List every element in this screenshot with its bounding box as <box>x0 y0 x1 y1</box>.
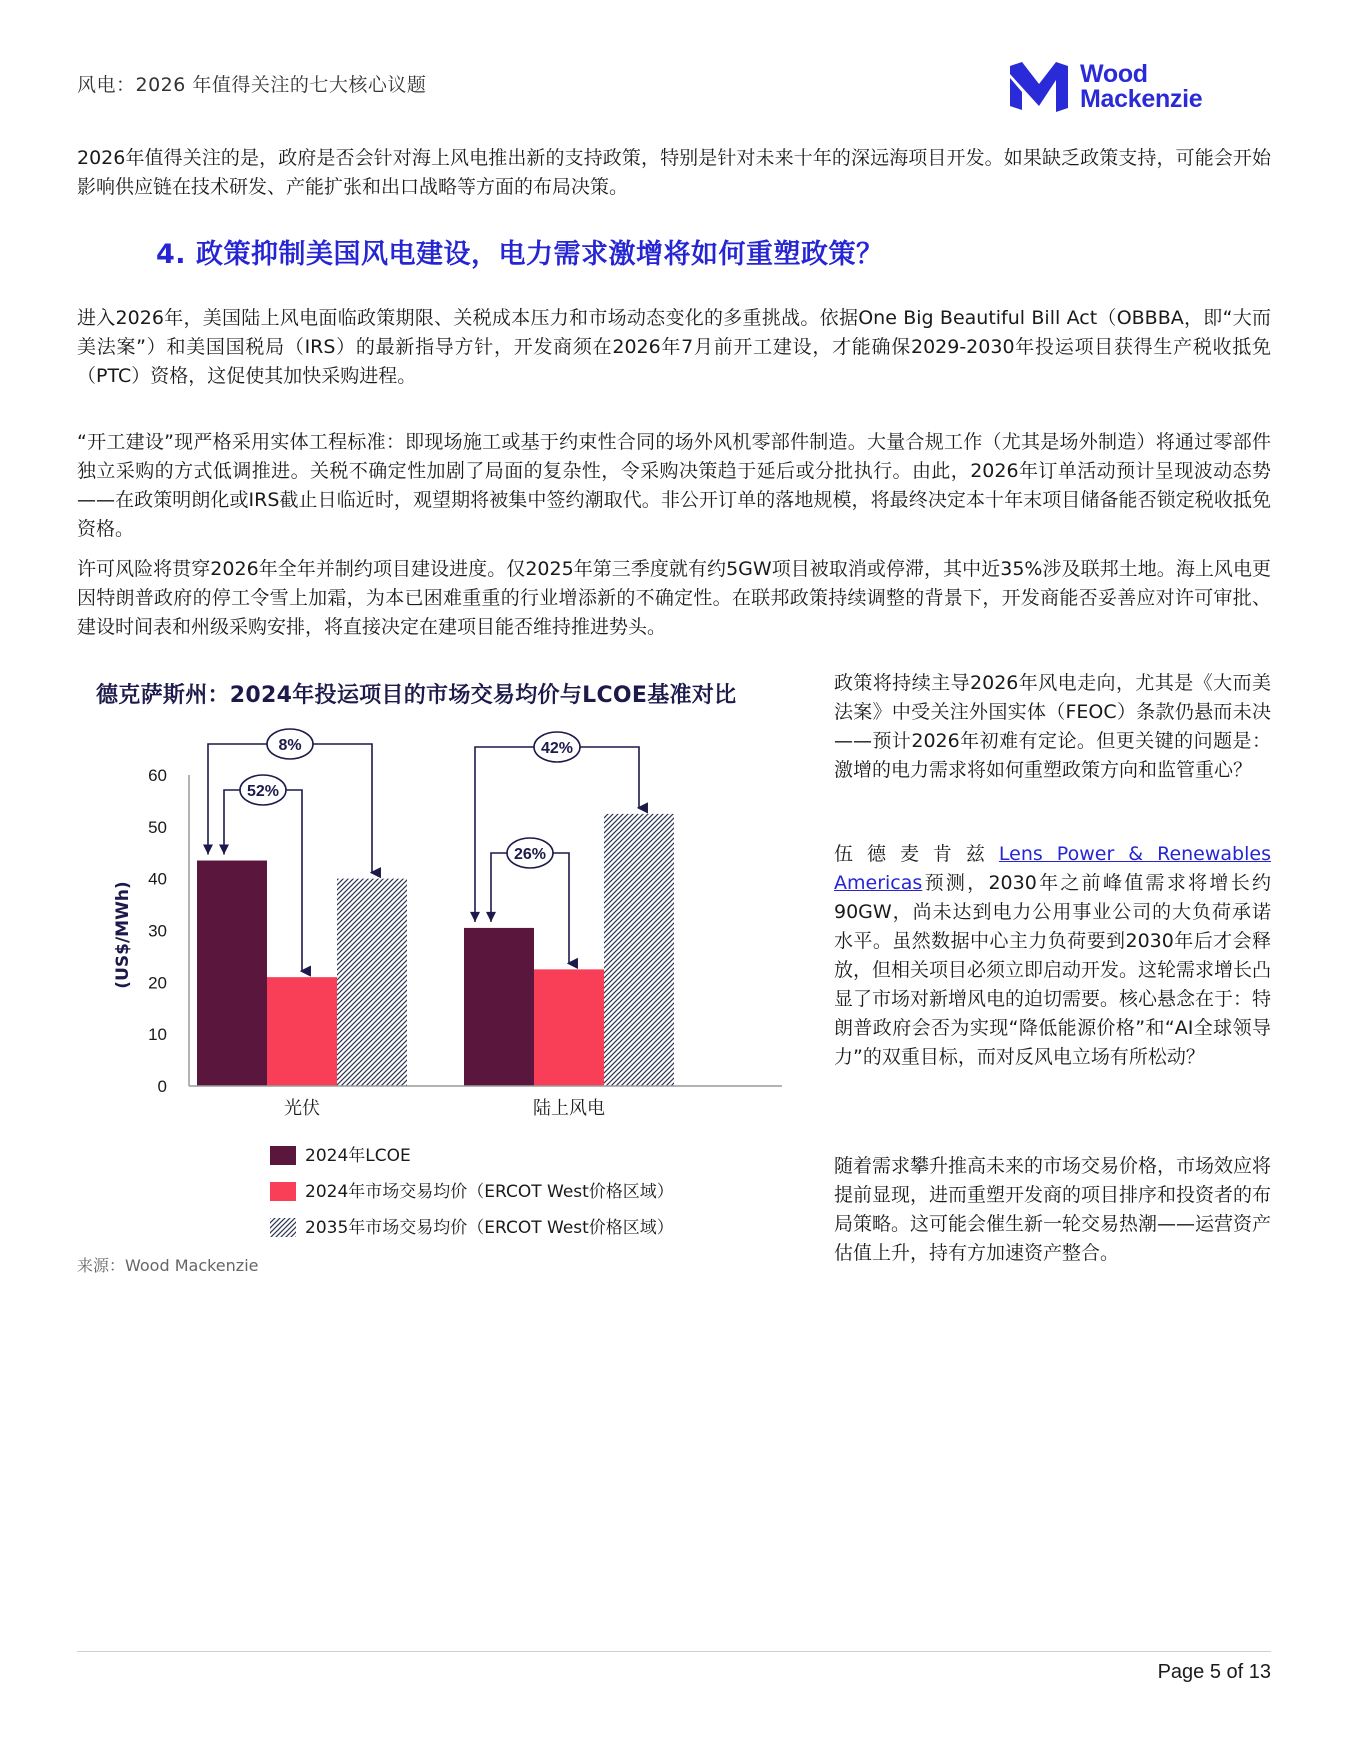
bar <box>604 814 674 1086</box>
document-header-title: 风电：2026 年值得关注的七大核心议题 <box>77 74 427 96</box>
wood-mackenzie-logo <box>1010 62 1230 116</box>
arrowhead <box>486 912 496 922</box>
legend-swatch <box>270 1218 296 1237</box>
x-tick-label: 光伏 <box>284 1098 320 1119</box>
y-tick-label: 60 <box>148 766 167 785</box>
page-number: Page 5 of 13 <box>1157 1661 1271 1683</box>
annotations <box>203 729 639 971</box>
annotation-label: 26% <box>513 846 547 863</box>
bar <box>337 879 407 1086</box>
y-tick-label: 0 <box>157 1077 167 1096</box>
section-heading: 4. 政策抑制美国风电建设，电力需求激增将如何重塑政策？ <box>156 239 884 270</box>
comparison-arrow <box>208 744 372 873</box>
annotation-label: 8% <box>278 737 302 754</box>
intro-paragraph: 2026年值得关注的是，政府是否会针对海上风电推出新的支持政策，特别是针对未来十年的深远海项目开发。如果缺乏政策支持，可能会开始影响供应链在技术研发、产能扩张和出口战略等方面的布局决策。 <box>77 147 1271 198</box>
section-paragraph-3: 许可风险将贯穿2026年全年并制约项目建设进度。仅2025年第三季度就有约5GW项目被取消或停滞，其中近35%涉及联邦土地。海上风电更因特朗普政府的停工令雪上加霜，为本已困难重重的行业增添新的不确定性。在联邦政策持续调整的背景下，开发商能否妥善应对许可审批、建设时间表和州级采购安排，将直接决定在建项目能否维持推进势头。 <box>77 558 1271 638</box>
logo-wordmark <box>1080 62 1202 112</box>
side-paragraph-2-prefix: 伍德麦肯兹 <box>834 843 999 865</box>
arrowhead <box>219 845 229 855</box>
y-tick-label: 50 <box>148 817 167 837</box>
legend-label: 2024年市场交易均价（ERCOT West价格区域） <box>305 1182 674 1202</box>
annotation-label: 42% <box>540 740 574 757</box>
legend-label: 2035年市场交易均价（ERCOT West价格区域） <box>305 1218 674 1238</box>
x-axis-labels <box>284 1098 605 1119</box>
logo-line-2: Mackenzie <box>1080 85 1203 113</box>
footer-divider <box>77 1651 1271 1652</box>
bars <box>197 814 674 1086</box>
arrowhead <box>203 845 213 855</box>
x-tick-label: 陆上风电 <box>533 1098 605 1119</box>
bar-chart <box>77 720 817 1150</box>
arrowhead <box>470 912 480 922</box>
side-paragraph-1: 政策将持续主导2026年风电走向，尤其是《大而美法案》中受关注外国实体（FEOC）条款仍悬而未决——预计2026年初难有定论。但更关键的问题是：激增的电力需求将如何重塑政策方向和监管重心？ <box>834 672 1271 781</box>
legend-swatch <box>270 1182 296 1201</box>
y-tick-label: 40 <box>148 869 167 889</box>
side-paragraph-3: 随着需求攀升推高未来的市场交易价格，市场效应将提前显现，进而重塑开发商的项目排序和投资者的布局策略。这可能会催生新一轮交易热潮——运营资产估值上升，持有方加速资产整合。 <box>834 1155 1272 1264</box>
chart-title: 德克萨斯州：2024年投运项目的市场交易均价与LCOE基准对比 <box>96 683 737 708</box>
bar <box>267 977 337 1086</box>
lens-power-renewables-link[interactable]: Lens Power & Renewables Americas <box>834 843 1271 894</box>
logo-line-1: Wood <box>1080 60 1148 88</box>
y-axis <box>148 766 189 1096</box>
y-tick-label: 30 <box>148 921 167 941</box>
y-axis-label: (US$/MWh) <box>113 881 133 989</box>
y-tick-label: 20 <box>148 973 167 993</box>
annotation-label: 52% <box>246 783 280 800</box>
section-paragraph-2: “开工建设”现严格采用实体工程标准：即现场施工或基于约束性合同的场外风机零部件制造。大量合规工作（尤其是场外制造）将通过零部件独立采购的方式低调推进。关税不确定性加剧了局面的复杂性，令采购决策趋于延后或分批执行。由此，2026年订单活动预计呈现波动态势——在政策明朗化或IRS截止日临近时，观望期将被集中签约潮取代。非公开订单的落地规模，将最终决定本十年末项目储备能否锁定税收抵免资格。 <box>77 431 1271 540</box>
chart-source: 来源：Wood Mackenzie <box>77 1256 259 1275</box>
wood-mackenzie-logo-icon <box>1010 62 1068 112</box>
legend-swatch <box>270 1146 296 1165</box>
bar <box>534 969 604 1086</box>
legend-label: 2024年LCOE <box>305 1146 411 1166</box>
bar <box>464 928 534 1086</box>
side-paragraph-2 <box>834 840 1271 1072</box>
y-tick-label: 10 <box>148 1025 167 1045</box>
section-paragraph-1: 进入2026年，美国陆上风电面临政策期限、关税成本压力和市场动态变化的多重挑战。依据One Big Beautiful Bill Act（OBBBA，即“大而美法案”）和美国国税局（IRS）的最新指导方针，开发商须在2026年7月前开工建设，才能确保2029-2030年投运项目获得生产税收抵免（PTC）资格，这促使其加快采购进程。 <box>77 307 1271 387</box>
bar <box>197 861 267 1086</box>
side-paragraph-2-body: 预测，2030年之前峰值需求将增长约90GW，尚未达到电力公用事业公司的大负荷承诺水平。虽然数据中心主力负荷要到2030年后才会释放，但相关项目必须立即启动开发。这轮需求增长凸显了市场对新增风电的迫切需要。核心悬念在于：特朗普政府会否为实现“降低能源价格”和“AI全球领导力”的双重目标，而对反风电立场有所松动？ <box>834 872 1272 1068</box>
